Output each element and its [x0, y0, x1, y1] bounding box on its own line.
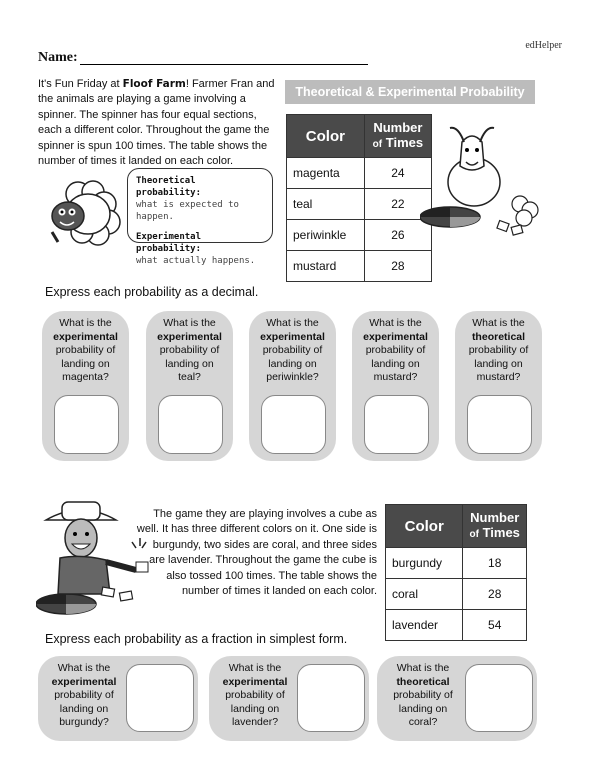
answer-box[interactable]	[297, 664, 365, 732]
answer-box[interactable]	[261, 395, 326, 454]
worksheet-title-banner: Theoretical & Experimental Probability	[285, 80, 535, 104]
theoretical-label: Theoretical probability:	[136, 176, 202, 198]
question-card: What is the experimental probability of landing on teal?	[146, 311, 233, 461]
table2-color-header: Color	[386, 505, 463, 548]
experimental-label: Experimental probability:	[136, 232, 202, 254]
answer-box[interactable]	[54, 395, 119, 454]
question-card: What is the experimental probability of landing on burgundy?	[38, 656, 198, 741]
name-input-line[interactable]	[80, 64, 368, 65]
answer-box[interactable]	[465, 664, 533, 732]
table-row: periwinkle 26	[287, 220, 432, 251]
question-card: What is the theoretical probability of landing on mustard?	[455, 311, 542, 461]
answer-box[interactable]	[467, 395, 532, 454]
cube-results-table	[385, 504, 527, 641]
spinner-results-table	[286, 114, 432, 282]
question-card: What is the experimental probability of landing on magenta?	[42, 311, 129, 461]
intro-after: ! Farmer Fran and the animals are playing a game involving a spinner. The spinner has four equal sections, each a different color. Throughout the game the spinner is spun 100 times. The table shows the number of times it landed on each color.	[38, 78, 275, 168]
intro-paragraph	[38, 77, 278, 169]
table-row: mustard 28	[287, 251, 432, 282]
sheep-illustration	[38, 172, 126, 248]
table-row: magenta 24	[287, 158, 432, 189]
table2-count-header: Number of Times	[463, 505, 527, 548]
table-row: lavender 54	[386, 610, 527, 641]
table-row: teal 22	[287, 189, 432, 220]
question-card: What is the experimental probability of landing on lavender?	[209, 656, 369, 741]
table1-color-header: Color	[287, 115, 365, 158]
table1-count-header: Number of Times	[364, 115, 431, 158]
name-label: Name:	[38, 50, 78, 65]
goat-spinner-illustration	[420, 122, 550, 246]
table-row: burgundy 18	[386, 548, 527, 579]
question-card: What is the experimental probability of landing on periwinkle?	[249, 311, 336, 461]
section2-instruction: Express each probability as a fraction in simplest form.	[45, 632, 348, 646]
section1-instruction: Express each probability as a decimal.	[45, 285, 259, 299]
table-row: coral 28	[386, 579, 527, 610]
question-card: What is the experimental probability of landing on mustard?	[352, 311, 439, 461]
farm-name: Floof Farm	[122, 78, 186, 90]
answer-box[interactable]	[364, 395, 429, 454]
definition-speech-bubble	[127, 168, 273, 266]
answer-box[interactable]	[158, 395, 223, 454]
brand-label: edHelper	[525, 40, 562, 51]
answer-box[interactable]	[126, 664, 194, 732]
cube-paragraph: The game they are playing involves a cube as well. It has three different colors on it. One side is burgundy, two sides are coral, and three sides are lavender. Throughout the game the cube is also tossed 100 times. The table shows the number of times it landed on each color.	[136, 508, 377, 598]
question-card: What is the theoretical probability of landing on coral?	[377, 656, 537, 741]
intro-before: It's Fun Friday at	[38, 78, 123, 90]
theoretical-definition: what is expected to happen.	[136, 200, 239, 222]
experimental-definition: what actually happens.	[136, 256, 256, 266]
